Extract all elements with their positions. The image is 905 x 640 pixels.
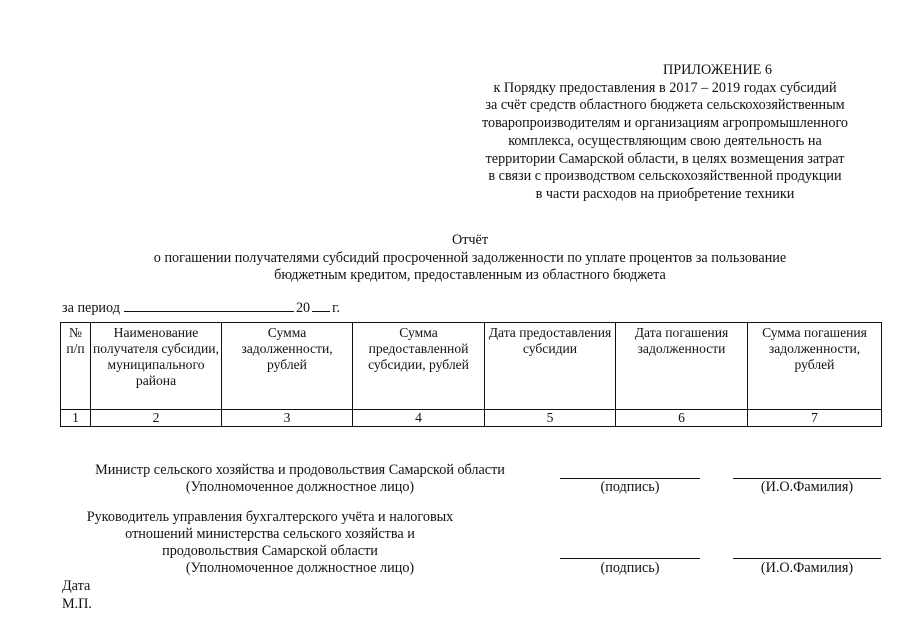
minister-title: Министр сельского хозяйства и продовольствия Самарской области xyxy=(95,462,505,478)
column-number-cell: 3 xyxy=(222,410,353,427)
header-cell-repayment-date: Дата погашения задолженности xyxy=(616,323,748,410)
appendix-line: товаропроизводителям и организациям агропромышленного xyxy=(481,115,849,132)
minister-name-label: (И.О.Фамилия) xyxy=(760,479,854,495)
head-title-line: Руководитель управления бухгалтерского учёта и налоговых xyxy=(86,509,454,525)
minister-signature-label: (подпись) xyxy=(600,479,660,495)
column-number-cell: 5 xyxy=(485,410,616,427)
column-number-cell: 2 xyxy=(91,410,222,427)
head-signature-line xyxy=(560,557,700,559)
appendix-header xyxy=(455,62,875,204)
head-title-line: продовольствия Самарской области xyxy=(162,543,378,559)
period-year-blank xyxy=(312,297,330,312)
head-signature-label: (подпись) xyxy=(600,560,660,576)
period-line xyxy=(62,297,340,317)
header-cell-subsidy-date: Дата предоставления субсидии xyxy=(485,323,616,410)
column-number-cell: 4 xyxy=(353,410,485,427)
appendix-line: в части расходов на приобретение техники xyxy=(535,185,795,202)
appendix-line: к Порядку предоставления в 2017 – 2019 годах субсидий xyxy=(493,79,837,96)
header-cell-number: № п/п xyxy=(61,323,91,410)
period-blank xyxy=(124,297,294,312)
report-title-block xyxy=(60,232,880,285)
header-cell-subsidy-amount: Сумма предоставленной субсидии, рублей xyxy=(353,323,485,410)
column-number-cell: 1 xyxy=(61,410,91,427)
head-name-label: (И.О.Фамилия) xyxy=(760,560,854,576)
header-cell-recipient: Наименование получателя субсидии, муниципального района xyxy=(91,323,222,410)
period-year: 20 xyxy=(295,300,311,316)
date-label: Дата xyxy=(62,578,91,594)
report-subtitle: о погашении получателями субсидий просроченной задолженности по уплате процентов за пользование xyxy=(153,249,787,266)
report-subtitle: бюджетным кредитом, предоставленным из областного бюджета xyxy=(274,267,666,283)
period-prefix: за период xyxy=(62,300,120,316)
period-suffix: г. xyxy=(332,300,340,316)
minister-role: (Уполномоченное должностное лицо) xyxy=(185,479,415,495)
table-header-row xyxy=(61,323,882,410)
appendix-line: комплекса, осуществляющим свою деятельность на xyxy=(508,132,822,149)
report-table xyxy=(60,322,882,427)
stamp-label: М.П. xyxy=(62,596,92,612)
head-title-line: отношений министерства сельского хозяйства и xyxy=(125,526,415,542)
table-row xyxy=(61,410,882,427)
column-number-cell: 7 xyxy=(748,410,882,427)
report-title: Отчёт xyxy=(451,232,489,248)
appendix-line: территории Самарской области, в целях возмещения затрат xyxy=(485,150,845,167)
head-name-line xyxy=(733,557,881,559)
header-cell-repayment-amount: Сумма погашения задолженности, рублей xyxy=(748,323,882,410)
appendix-heading: ПРИЛОЖЕНИЕ 6 xyxy=(662,62,773,78)
head-role: (Уполномоченное должностное лицо) xyxy=(185,560,415,576)
appendix-line: в связи с производством сельскохозяйственной продукции xyxy=(488,168,842,185)
column-number-cell: 6 xyxy=(616,410,748,427)
appendix-line: за счёт средств областного бюджета сельскохозяйственным xyxy=(485,97,845,114)
header-cell-debt-amount: Сумма задолженности, рублей xyxy=(222,323,353,410)
